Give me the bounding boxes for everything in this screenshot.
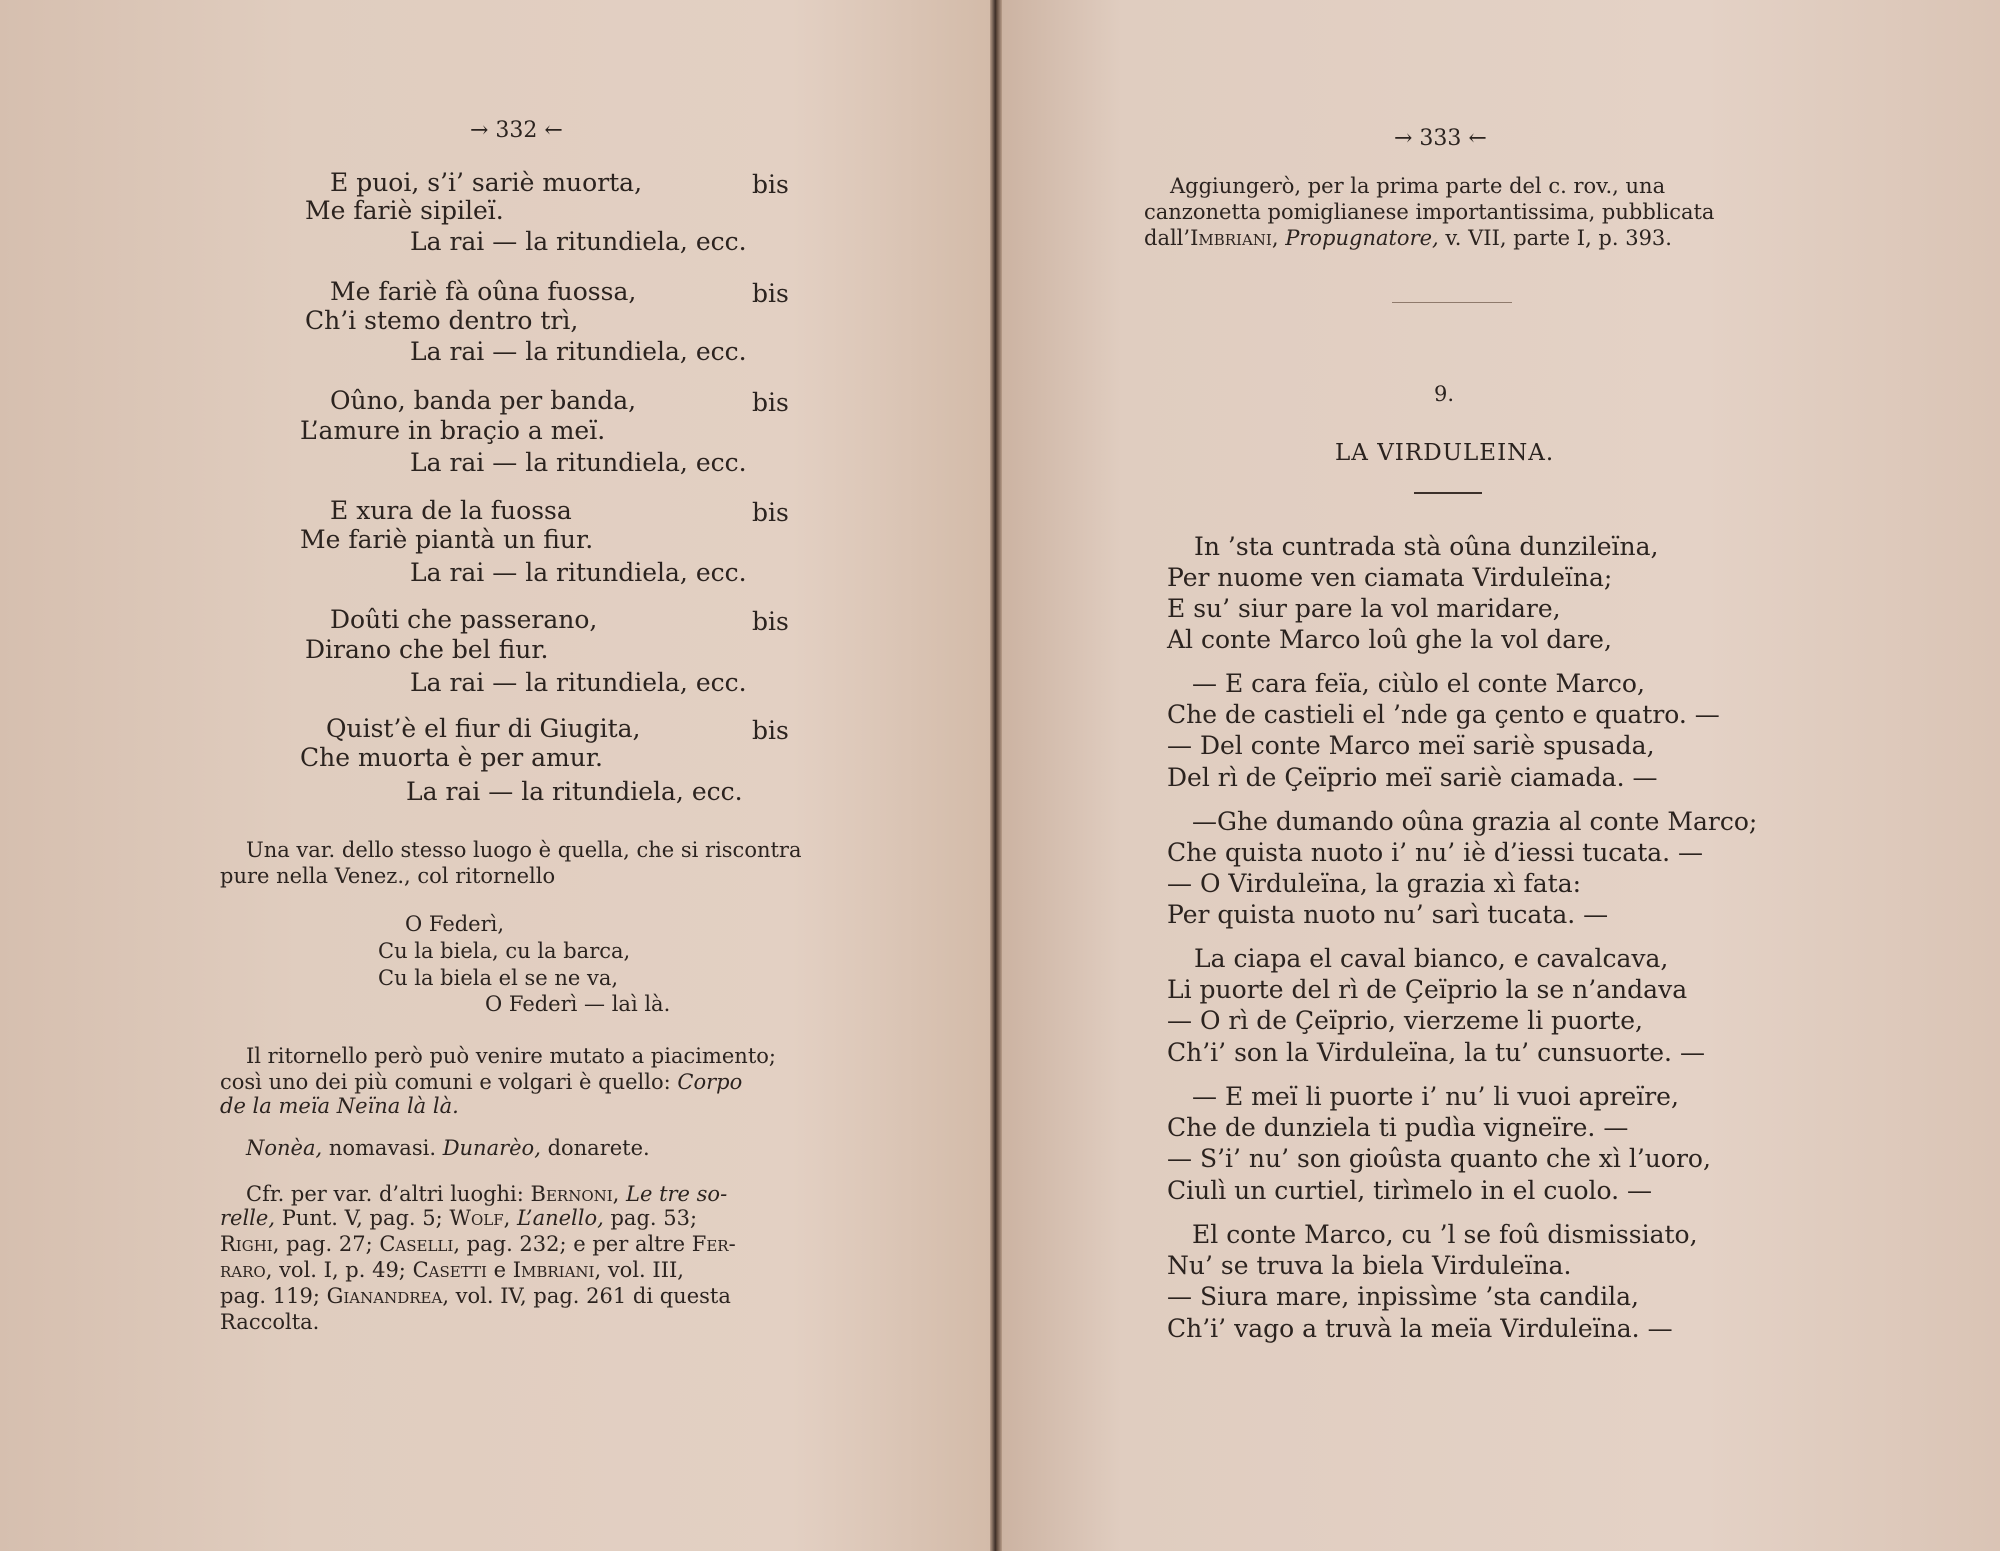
verse-line: — S’i’ nu’ son gioûsta quanto che xì l’uoro, [1167, 1144, 1711, 1173]
prose-line: de la meïa Neïna là là. [220, 1094, 459, 1118]
right-page [1002, 0, 2000, 1551]
verse-line: Che quista nuoto i’ nu’ iè d’iessi tucata. — [1167, 838, 1704, 867]
verse-line: Per quista nuoto nu’ sarì tucata. — [1167, 900, 1609, 929]
verse-line: — O Virduleïna, la grazia xì fata: [1167, 869, 1582, 898]
verse-line: Me fariè fà oûna fuossa, [330, 277, 637, 306]
prose-line: Il ritornello però può venire mutato a piacimento; [246, 1044, 776, 1068]
prose-line: Righi, pag. 27; Caselli, pag. 232; e per altre Fer- [220, 1232, 736, 1256]
intro-line: canzonetta pomiglianese importantissima, pubblicata [1144, 200, 1715, 224]
bis-mark: bis [752, 170, 789, 199]
prose-line: Raccolta. [220, 1310, 320, 1334]
prose-line: relle, Punt. V, pag. 5; Wolf, L’anello, pag. 53; [220, 1206, 698, 1230]
refrain: La rai — la ritundiela, ecc. [406, 777, 743, 806]
verse-line: Ch’i’ vago a truvà la meïa Virduleïna. — [1167, 1314, 1673, 1343]
bis-mark: bis [752, 716, 789, 745]
section-number: 9. [1434, 382, 1455, 406]
verse-line: Ch’i stemo dentro trì, [305, 306, 579, 335]
verse-line: E xura de la fuossa [330, 496, 572, 525]
bis-mark: bis [752, 388, 789, 417]
verse-line: Ciulì un curtiel, tirìmelo in el cuolo. — [1167, 1176, 1653, 1205]
verse-line: E puoi, s’i’ sariè muorta, [330, 168, 643, 197]
verse-line: — O rì de Çeïprio, vierzeme li puorte, [1167, 1006, 1643, 1035]
verse-line: Me fariè piantà un fiur. [300, 525, 594, 554]
verse-line: Me fariè sipileï. [305, 196, 504, 225]
prose-line: Una var. dello stesso luogo è quella, che si riscontra [246, 838, 802, 862]
ritornello-line: Cu la biela el se ne va, [378, 966, 619, 990]
verse-line: Che de dunziela ti pudìa vigneïre. — [1167, 1113, 1629, 1142]
bis-mark: bis [752, 607, 789, 636]
page-number: → 333 ← [1394, 126, 1487, 151]
book-gutter [990, 0, 1002, 1551]
verse-line: Del rì de Çeïprio meï sariè ciamada. — [1167, 763, 1658, 792]
verse-line: Oûno, banda per banda, [330, 386, 637, 415]
verse-line: E su’ siur pare la vol maridare, [1167, 594, 1561, 623]
verse-line: El conte Marco, cu ’l se foû dismissiato, [1192, 1220, 1698, 1249]
intro-line: Aggiungerò, per la prima parte del c. rov., una [1170, 174, 1666, 198]
prose-line: raro, vol. I, p. 49; Casetti e Imbriani, vol. III, [220, 1258, 684, 1282]
refrain: La rai — la ritundiela, ecc. [410, 227, 747, 256]
verse-line: —Ghe dumando oûna grazia al conte Marco; [1192, 807, 1758, 836]
verse-line: Ch’i’ son la Virduleïna, la tu’ cunsuorte. — [1167, 1038, 1705, 1067]
verse-line: Per nuome ven ciamata Virduleïna; [1167, 563, 1613, 592]
refrain: La rai — la ritundiela, ecc. [410, 337, 747, 366]
prose-line: Cfr. per var. d’altri luoghi: Bernoni, Le tre so- [246, 1182, 728, 1206]
ritornello-line: O Federì, [405, 912, 505, 936]
verse-line: Che muorta è per amur. [300, 743, 603, 772]
poem-title: LA VIRDULEINA. [1335, 440, 1555, 466]
refrain: La rai — la ritundiela, ecc. [410, 448, 747, 477]
prose-line: pure nella Venez., col ritornello [220, 864, 556, 888]
verse-line: In ’sta cuntrada stà oûna dunzileïna, [1194, 532, 1659, 561]
prose-line: così uno dei più comuni e volgari è quello: Corpo [220, 1070, 743, 1094]
verse-line: L’amure in braçio a meï. [300, 416, 606, 445]
bis-mark: bis [752, 498, 789, 527]
left-page [0, 0, 990, 1551]
verse-line: Quist’è el fiur di Giugita, [326, 714, 641, 743]
verse-line: — Del conte Marco meï sariè spusada, [1167, 731, 1655, 760]
page-number: → 332 ← [470, 118, 563, 143]
verse-line: Al conte Marco loû ghe la vol dare, [1167, 625, 1612, 654]
verse-line: — E meï li puorte i’ nu’ li vuoi apreïre, [1192, 1082, 1679, 1111]
verse-line: La ciapa el caval bianco, e cavalcava, [1194, 944, 1669, 973]
prose-line: Nonèa, nomavasi. Dunarèo, donarete. [246, 1136, 650, 1160]
ritornello-line: O Federì — laì là. [485, 992, 671, 1016]
verse-line: — Siura mare, inpissìme ’sta candila, [1167, 1282, 1639, 1311]
title-rule [1414, 492, 1482, 494]
verse-line: Li puorte del rì de Çeïprio la se n’andava [1167, 975, 1688, 1004]
verse-line: — E cara feïa, ciùlo el conte Marco, [1192, 669, 1645, 698]
divider [1392, 302, 1512, 303]
verse-line: Nu’ se truva la biela Virduleïna. [1167, 1251, 1572, 1280]
verse-line: Dirano che bel fiur. [305, 635, 549, 664]
bis-mark: bis [752, 279, 789, 308]
ritornello-line: Cu la biela, cu la barca, [378, 939, 631, 963]
refrain: La rai — la ritundiela, ecc. [410, 558, 747, 587]
refrain: La rai — la ritundiela, ecc. [410, 668, 747, 697]
prose-line: pag. 119; Gianandrea, vol. IV, pag. 261 di questa [220, 1284, 731, 1308]
verse-line: Che de castieli el ’nde ga çento e quatro. — [1167, 700, 1720, 729]
intro-line: dall’Imbriani, Propugnatore, v. VII, parte I, p. 393. [1144, 226, 1672, 250]
verse-line: Doûti che passerano, [330, 605, 598, 634]
